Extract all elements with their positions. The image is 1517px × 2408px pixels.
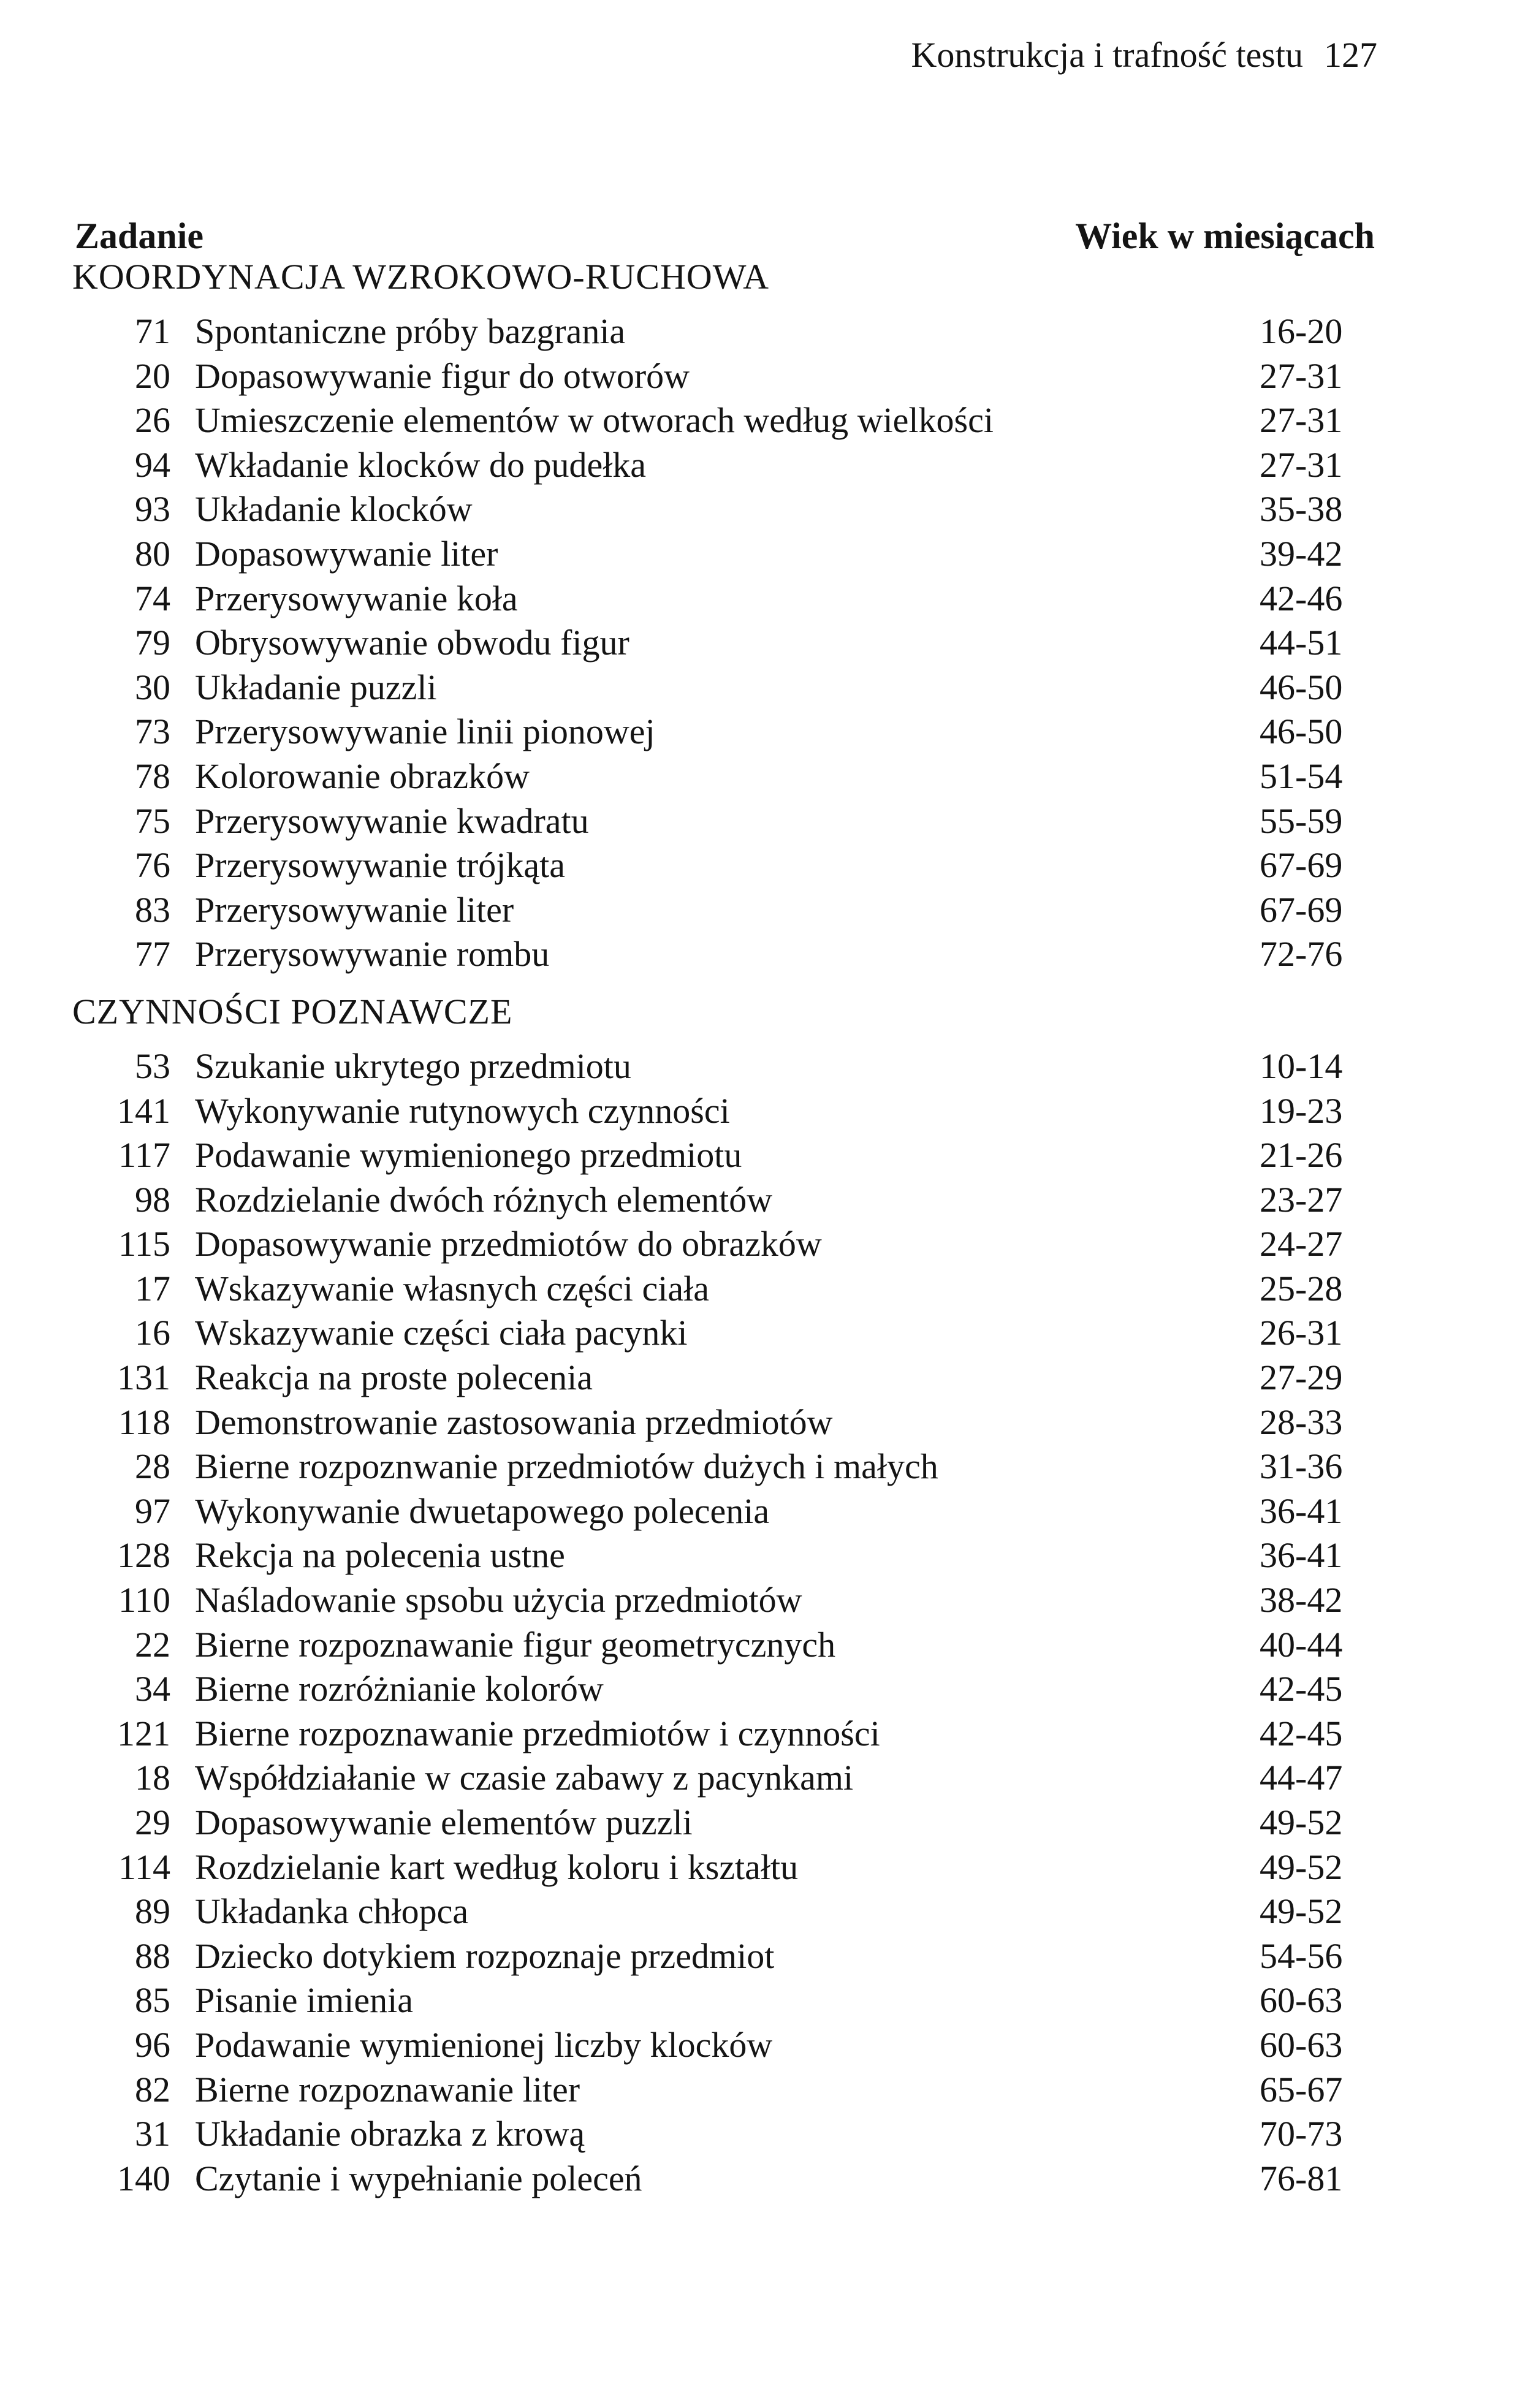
age-range: 42-45 <box>1260 1669 1343 1709</box>
task-number: 74 <box>135 578 170 618</box>
table-row <box>72 1934 1421 1979</box>
task-name: Dopasowywanie przedmiotów do obrazków <box>195 1224 822 1264</box>
task-number: 77 <box>135 934 170 974</box>
table-row <box>72 1089 1421 1134</box>
section-spacer <box>72 302 1421 310</box>
age-range: 21-26 <box>1260 1135 1343 1176</box>
age-range: 60-63 <box>1260 2024 1343 2065</box>
section-spacer <box>72 1036 1421 1044</box>
age-range: 51-54 <box>1260 756 1343 796</box>
table-row <box>72 1356 1421 1400</box>
section-spacer <box>72 977 1421 987</box>
task-number: 34 <box>135 1669 170 1709</box>
age-range: 76-81 <box>1260 2158 1343 2198</box>
table-row <box>72 1445 1421 1489</box>
age-range: 72-76 <box>1260 934 1343 974</box>
table-row <box>72 2112 1421 2157</box>
table-row <box>72 1845 1421 1890</box>
task-name: Rekcja na polecenia ustne <box>195 1535 565 1576</box>
age-range: 25-28 <box>1260 1268 1343 1308</box>
table-row <box>72 888 1421 933</box>
task-number: 22 <box>135 1624 170 1665</box>
table-row <box>72 1044 1421 1089</box>
task-number: 118 <box>118 1402 170 1442</box>
age-range: 28-33 <box>1260 1402 1343 1442</box>
task-name: Dopasowywanie elementów puzzli <box>195 1802 693 1842</box>
table-row <box>72 710 1421 754</box>
task-name: Przerysowywanie linii pionowej <box>195 712 655 752</box>
task-name: Przerysowywanie trójkąta <box>195 845 565 886</box>
task-name: Bierne rozpoznwanie przedmiotów dużych i małych <box>195 1446 938 1487</box>
task-number: 53 <box>135 1046 170 1086</box>
task-number: 94 <box>135 444 170 485</box>
task-number: 29 <box>135 1802 170 1842</box>
age-range: 23-27 <box>1260 1179 1343 1220</box>
table-row <box>72 1533 1421 1578</box>
table-row <box>72 2157 1421 2201</box>
table-row <box>72 1178 1421 1223</box>
age-range: 44-51 <box>1260 623 1343 663</box>
table-row <box>72 1400 1421 1445</box>
age-range: 27-31 <box>1260 355 1343 396</box>
task-number: 117 <box>118 1135 170 1176</box>
age-range: 10-14 <box>1260 1046 1343 1086</box>
task-number: 31 <box>135 2114 170 2154</box>
task-name: Pisanie imienia <box>195 1980 413 2021</box>
task-name: Dopasowywanie liter <box>195 533 498 574</box>
task-name: Dziecko dotykiem rozpoznaje przedmiot <box>195 1935 775 1976</box>
age-range: 46-50 <box>1260 667 1343 707</box>
task-name: Współdziałanie w czasie zabawy z pacynkami <box>195 1758 854 1798</box>
age-range: 40-44 <box>1260 1624 1343 1665</box>
task-number: 140 <box>117 2158 170 2198</box>
table-row <box>72 1489 1421 1534</box>
task-name: Bierne rozpoznawanie przedmiotów i czynności <box>195 1713 880 1753</box>
task-name: Bierne rozróżnianie kolorów <box>195 1669 604 1709</box>
task-name: Bierne rozpoznawanie liter <box>195 2069 580 2110</box>
age-range: 65-67 <box>1260 2069 1343 2110</box>
task-name: Dopasowywanie figur do otworów <box>195 355 690 396</box>
task-number: 79 <box>135 623 170 663</box>
age-range: 42-46 <box>1260 578 1343 618</box>
task-name: Wkładanie klocków do pudełka <box>195 444 647 485</box>
task-number: 128 <box>117 1535 170 1576</box>
table-row <box>72 1578 1421 1623</box>
age-range: 49-52 <box>1260 1891 1343 1932</box>
task-name: Umieszczenie elementów w otworach według wielkości <box>195 400 994 441</box>
task-name: Demonstrowanie zastosowania przedmiotów <box>195 1402 833 1442</box>
task-name: Podawanie wymienionego przedmiotu <box>195 1135 742 1176</box>
task-number: 17 <box>135 1268 170 1308</box>
task-name: Układanie klocków <box>195 489 473 530</box>
task-name: Przerysowywanie rombu <box>195 934 550 974</box>
task-number: 30 <box>135 667 170 707</box>
age-range: 38-42 <box>1260 1580 1343 1620</box>
table-row <box>72 2068 1421 2113</box>
task-number: 141 <box>117 1090 170 1131</box>
table-row <box>72 577 1421 621</box>
table-row <box>72 443 1421 488</box>
table-row <box>72 621 1421 666</box>
page-number: 127 <box>1324 35 1377 75</box>
age-range: 19-23 <box>1260 1090 1343 1131</box>
table-row <box>72 1978 1421 2023</box>
task-name: Przerysowywanie kwadratu <box>195 800 589 841</box>
task-name: Układanie puzzli <box>195 667 437 707</box>
age-range: 39-42 <box>1260 533 1343 574</box>
task-name: Bierne rozpoznawanie figur geometrycznych <box>195 1624 836 1665</box>
table-row <box>72 1756 1421 1801</box>
task-name: Szukanie ukrytego przedmiotu <box>195 1046 631 1086</box>
task-number: 85 <box>135 1980 170 2021</box>
task-number: 114 <box>118 1847 170 1887</box>
table-row <box>72 1890 1421 1934</box>
task-number: 76 <box>135 845 170 886</box>
task-name: Kolorowanie obrazków <box>195 756 530 796</box>
task-number: 115 <box>118 1224 170 1264</box>
table-row <box>72 932 1421 977</box>
age-range: 49-52 <box>1260 1847 1343 1887</box>
age-range: 67-69 <box>1260 845 1343 886</box>
task-number: 98 <box>135 1179 170 1220</box>
section-title: CZYNNOŚCI POZNAWCZE <box>72 991 513 1031</box>
task-name: Naśladowanie spsobu użycia przedmiotów <box>195 1580 802 1620</box>
task-number: 88 <box>135 1935 170 1976</box>
task-number: 16 <box>135 1313 170 1353</box>
age-range: 55-59 <box>1260 800 1343 841</box>
task-name: Wykonywanie rutynowych czynności <box>195 1090 730 1131</box>
table-row <box>72 532 1421 577</box>
column-heading-task: Zadanie <box>75 216 204 256</box>
task-number: 71 <box>135 311 170 351</box>
task-number: 110 <box>118 1580 170 1620</box>
age-range: 70-73 <box>1260 2114 1343 2154</box>
table-row <box>72 1712 1421 1757</box>
section-title: KOORDYNACJA WZROKOWO-RUCHOWA <box>72 257 769 297</box>
task-name: Podawanie wymienionej liczby klocków <box>195 2024 773 2065</box>
table-row <box>72 1267 1421 1312</box>
table-row <box>72 1623 1421 1668</box>
task-name: Przerysowywanie liter <box>195 889 514 930</box>
age-range: 27-29 <box>1260 1358 1343 1398</box>
table-row <box>72 398 1421 443</box>
task-name: Czytanie i wypełnianie poleceń <box>195 2158 642 2198</box>
age-range: 36-41 <box>1260 1491 1343 1531</box>
task-name: Obrysowywanie obwodu figur <box>195 623 629 663</box>
task-name: Wskazywanie części ciała pacynki <box>195 1313 688 1353</box>
task-number: 80 <box>135 533 170 574</box>
table-row <box>72 799 1421 844</box>
age-range: 46-50 <box>1260 712 1343 752</box>
age-range: 24-27 <box>1260 1224 1343 1264</box>
table-row <box>72 487 1421 532</box>
task-name: Rozdzielanie dwóch różnych elementów <box>195 1179 773 1220</box>
task-number: 20 <box>135 355 170 396</box>
task-number: 96 <box>135 2024 170 2065</box>
task-number: 75 <box>135 800 170 841</box>
age-range: 44-47 <box>1260 1758 1343 1798</box>
task-number: 78 <box>135 756 170 796</box>
task-number: 131 <box>117 1358 170 1398</box>
task-number: 121 <box>117 1713 170 1753</box>
task-number: 73 <box>135 712 170 752</box>
task-number: 18 <box>135 1758 170 1798</box>
table-row <box>72 666 1421 710</box>
task-number: 26 <box>135 400 170 441</box>
table-row <box>72 1667 1421 1712</box>
age-range: 60-63 <box>1260 1980 1343 2021</box>
age-range: 16-20 <box>1260 311 1343 351</box>
age-range: 27-31 <box>1260 444 1343 485</box>
task-number: 93 <box>135 489 170 530</box>
task-number: 89 <box>135 1891 170 1932</box>
running-title: Konstrukcja i trafność testu <box>911 35 1303 75</box>
table-row <box>72 1133 1421 1178</box>
age-range: 49-52 <box>1260 1802 1343 1842</box>
task-number: 28 <box>135 1446 170 1487</box>
task-number: 97 <box>135 1491 170 1531</box>
column-heading-age: Wiek w miesiącach <box>1075 216 1375 256</box>
task-name: Układanka chłopca <box>195 1891 469 1932</box>
table-row <box>72 1801 1421 1845</box>
task-name: Przerysowywanie koła <box>195 578 518 618</box>
table-row <box>72 1222 1421 1267</box>
age-range: 36-41 <box>1260 1535 1343 1576</box>
age-range: 31-36 <box>1260 1446 1343 1487</box>
task-name: Reakcja na proste polecenia <box>195 1358 593 1398</box>
task-name: Rozdzielanie kart według koloru i kształtu <box>195 1847 799 1887</box>
running-head <box>911 31 1377 80</box>
table-row <box>72 2023 1421 2068</box>
task-name: Układanie obrazka z krową <box>195 2114 585 2154</box>
age-range: 54-56 <box>1260 1935 1343 1976</box>
age-range: 27-31 <box>1260 400 1343 441</box>
age-range: 67-69 <box>1260 889 1343 930</box>
table-row <box>72 754 1421 799</box>
age-range: 35-38 <box>1260 489 1343 530</box>
table-row <box>72 1311 1421 1356</box>
table-row <box>72 354 1421 399</box>
table-row <box>72 843 1421 888</box>
task-table <box>72 253 1421 2201</box>
task-name: Spontaniczne próby bazgrania <box>195 311 626 351</box>
task-name: Wykonywanie dwuetapowego polecenia <box>195 1491 770 1531</box>
task-number: 82 <box>135 2069 170 2110</box>
task-number: 83 <box>135 889 170 930</box>
age-range: 42-45 <box>1260 1713 1343 1753</box>
task-name: Wskazywanie własnych części ciała <box>195 1268 709 1308</box>
table-row <box>72 310 1421 354</box>
age-range: 26-31 <box>1260 1313 1343 1353</box>
